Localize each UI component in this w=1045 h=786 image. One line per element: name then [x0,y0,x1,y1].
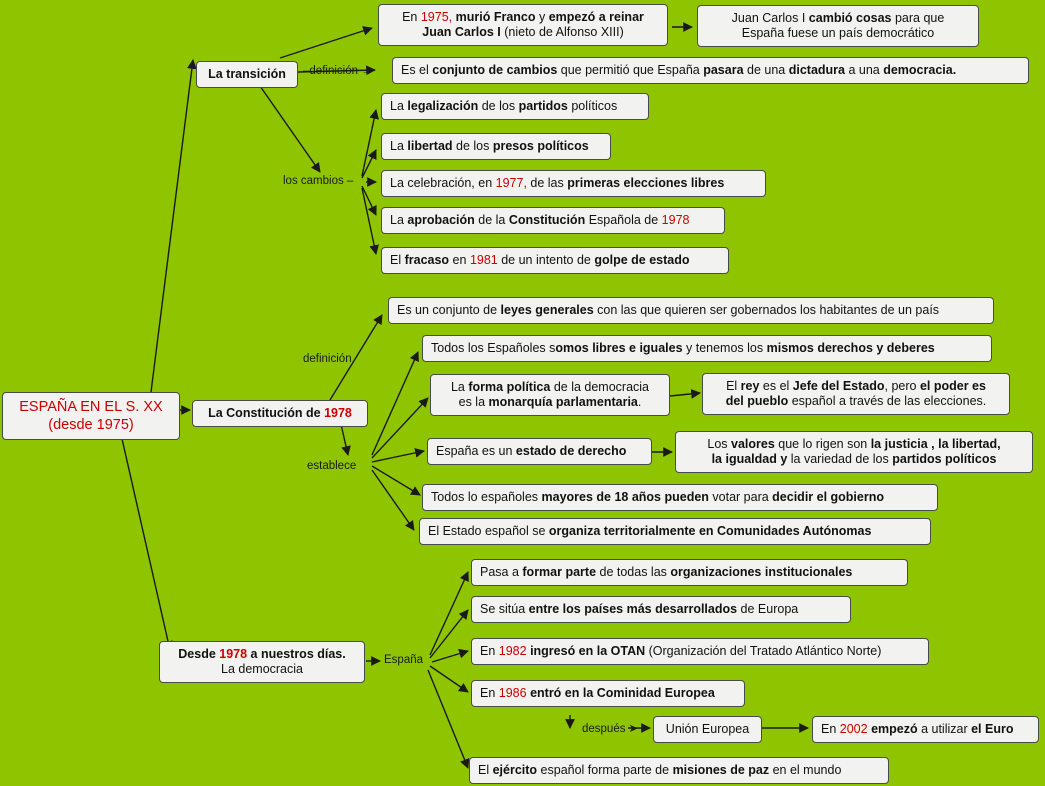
root-title-line1: ESPAÑA EN EL S. XX [19,399,163,415]
edge-label-los-cambios: los cambios – [283,175,354,187]
node-cambio-constitucion[interactable]: La aprobación de la Constitución Española de 1978 [381,207,725,234]
node-organizaciones-institucionales[interactable]: Pasa a formar parte de todas las organizaciones institucionales [471,559,908,586]
node-la-constitucion[interactable]: La Constitución de 1978 [192,400,368,427]
node-murio-franco-line1: En 1975, murió Franco y empezó a reinar [402,10,644,24]
node-rey-jefe-estado[interactable] [702,373,1010,415]
node-juan-carlos-line2: España fuese un país democrático [741,26,935,40]
node-valores[interactable] [675,431,1033,473]
root-node[interactable] [2,392,180,440]
node-cambio-golpe-estado[interactable]: El fracaso en 1981 de un intento de golpe de estado [381,247,729,274]
node-juan-carlos-cambios[interactable] [697,5,979,47]
node-murio-franco[interactable] [378,4,668,46]
node-constitucion-definicion[interactable]: Es un conjunto de leyes generales con las que quieren ser gobernados los habitantes de un país [388,297,994,324]
edge-label-establece: establece [307,460,357,472]
node-murio-franco-line2: Juan Carlos I (nieto de Alfonso XIII) [422,25,624,39]
root-title-line2: (desde 1975) [48,417,134,433]
node-establece-comunidades[interactable]: El Estado español se organiza territorialmente en Comunidades Autónomas [419,518,931,545]
node-juan-carlos-line1: Juan Carlos I cambió cosas para que [731,11,945,25]
node-establece-forma-politica[interactable] [430,374,670,416]
edge-label-despues: después ➤ [582,723,639,735]
node-la-transicion[interactable] [196,61,298,88]
node-valores-line2: la igualdad y la variedad de los partidos políticos [711,452,997,466]
node-valores-line1: Los valores que lo rigen son la justicia , la libertad, [707,437,1001,451]
node-establece-libres-iguales[interactable]: Todos los Españoles somos libres e iguales y tenemos los mismos derechos y deberes [422,335,992,362]
node-transicion-definicion[interactable]: Es el conjunto de cambios que permitió que España pasara de una dictadura a una democracia. [392,57,1029,84]
node-establece-estado-derecho[interactable]: España es un estado de derecho [427,438,652,465]
node-desde-1978[interactable] [159,641,365,683]
node-union-europea[interactable]: Unión Europea [653,716,762,743]
node-rey-line2: del pueblo español a través de las elecciones. [725,394,987,408]
edge-label-espana: España [384,654,424,666]
edge-label-definicion-constitucion: definición [303,353,352,365]
node-rey-line1: El rey es el Jefe del Estado, pero el poder es [726,379,986,393]
node-cambio-libertad-presos[interactable]: La libertad de los presos políticos [381,133,611,160]
node-comunidad-europea[interactable]: En 1986 entró en la Cominidad Europea [471,680,745,707]
node-cambio-legalizacion[interactable]: La legalización de los partidos políticos [381,93,649,120]
node-forma-politica-line1: La forma política de la democracia [450,380,650,394]
node-la-transicion-label: La transición [208,67,286,81]
node-otan[interactable]: En 1982 ingresó en la OTAN (Organización del Tratado Atlántico Norte) [471,638,929,665]
node-desde-1978-line1: Desde 1978 a nuestros días. [178,647,346,661]
edge-label-definicion-transicion: –definición → [303,65,373,77]
node-euro[interactable]: En 2002 empezó a utilizar el Euro [812,716,1039,743]
node-forma-politica-line2: es la monarquía parlamentaria. [458,395,642,409]
node-desde-1978-line2: La democracia [221,662,303,676]
node-paises-desarrollados[interactable]: Se sitúa entre los países más desarrollados de Europa [471,596,851,623]
node-cambio-elecciones[interactable]: La celebración, en 1977, de las primeras elecciones libres [381,170,766,197]
node-establece-voto[interactable]: Todos lo españoles mayores de 18 años pueden votar para decidir el gobierno [422,484,938,511]
node-misiones-paz[interactable]: El ejército español forma parte de misiones de paz en el mundo [469,757,889,784]
